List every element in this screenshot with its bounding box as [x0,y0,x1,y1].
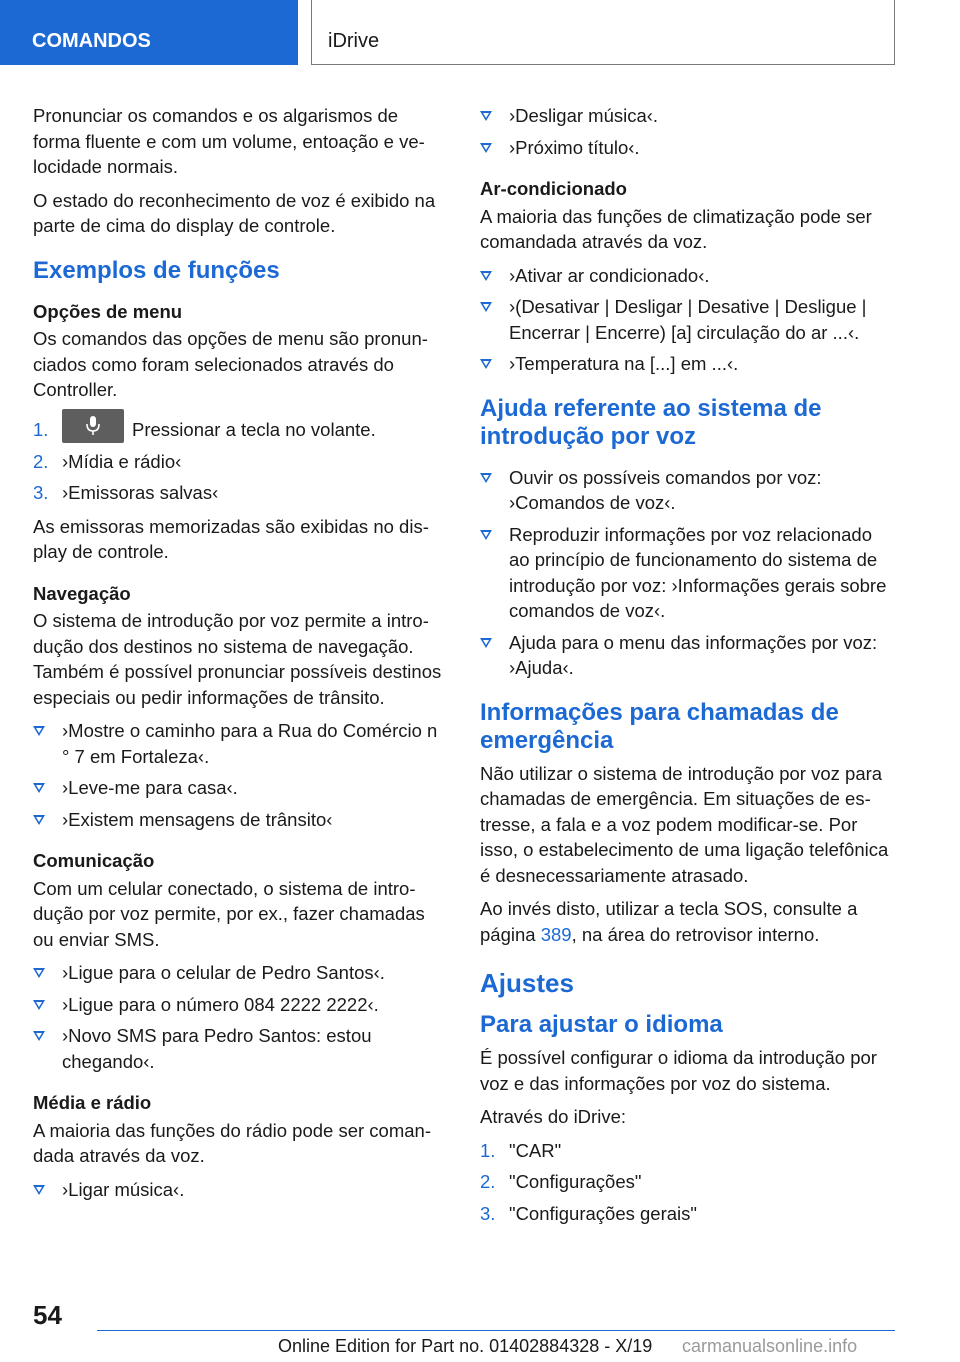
item-text: ›(Desativar | Desligar | Desative | Desligue | Encerrar | Encerre) [a] circulação do ar ...‹. [509,296,867,343]
paragraph: O sistema de introdução por voz permite a introdução dos destinos no sistema de navegação. Também é possível pronunciar possíveis destinos especiais ou pedir informações de trânsito. [33,610,442,708]
triangle-bullet-icon [480,143,492,153]
footer-divider [97,1330,895,1331]
paragraph: Pronunciar os comandos e os algarismos de forma fluente e com um volume, entoação e velocidade normais. [33,105,425,177]
paragraph: Através do iDrive: [480,1106,626,1127]
subheading-menu: Opções de menu [33,300,183,322]
triangle-bullet-icon [33,815,45,825]
list-item [33,417,448,443]
step-text: "Configurações gerais" [509,1202,697,1224]
triangle-bullet-icon [480,271,492,281]
step-text: ›Emissoras salvas‹ [62,482,219,504]
list-item [33,775,448,801]
triangle-bullet-icon [33,968,45,978]
item-text: ›Mostre o caminho para a Rua do Comércio n ° 7 em Fortaleza‹. [62,720,438,767]
triangle-bullet-icon [480,638,492,648]
list-item [33,807,448,833]
chapter-title: iDrive [311,0,895,65]
step-number: 2. [33,450,49,472]
paragraph-sos [480,896,896,947]
triangle-bullet-icon [33,783,45,793]
list-item [33,992,448,1018]
item-text: ›Novo SMS para Pedro Santos: estou chegando‹. [62,1025,372,1072]
sos-text: , na área do retrovisor interno. [571,923,820,945]
step-text: "CAR" [509,1139,562,1161]
triangle-bullet-icon [480,111,492,121]
item-text: ›Próximo título‹. [509,136,640,158]
triangle-bullet-icon [480,530,492,540]
list-item [33,449,448,475]
step-list [33,417,448,506]
step-number: 3. [33,482,49,504]
list-item [480,630,896,681]
heading-examples: Exemplos de funções [33,256,280,284]
item-text: ›Desligar música‹. [509,105,659,126]
bullet-list [480,103,896,160]
list-item [480,351,896,377]
heading-help: Ajuda referente ao sistema de introdução por voz [480,394,822,450]
list-item [480,1138,896,1164]
list-item [480,263,896,289]
list-item [480,1201,896,1227]
page-number: 54 [33,1300,62,1330]
triangle-bullet-icon [33,726,45,736]
step-text: ›Mídia e rádio‹ [62,450,182,472]
list-item [33,1177,448,1203]
paragraph: A maioria das funções de climatização pode ser comandada através da voz. [480,205,872,252]
bullet-list [33,960,448,1074]
heading-settings: Ajustes [480,968,574,998]
bullet-list [33,718,448,832]
paragraph: A maioria das funções do rádio pode ser comandada através da voz. [33,1119,431,1167]
list-item [33,960,448,986]
page-reference-link[interactable]: 389 [540,923,572,945]
item-text: ›Ativar ar condicionado‹. [509,264,710,286]
subheading-communication: Comunicação [33,850,155,872]
paragraph: O estado do reconhecimento de voz é exibido na parte de cima do display de controle. [33,189,436,236]
triangle-bullet-icon [33,1185,45,1195]
step-text: "Configurações" [509,1171,642,1192]
step-number: 2. [480,1171,496,1192]
paragraph: Não utilizar o sistema de introdução por voz para chamadas de emergência. Em situações de estresse, a fala e a voz podem modificar-se. Por isso, o estabelecimento de uma ligação telefônica é desnecessariamente atrasado. [480,762,889,886]
list-item [480,103,896,129]
left-column [33,103,448,1210]
item-text: ›Ligar música‹. [62,1178,185,1200]
step-number: 3. [480,1202,496,1224]
heading-language: Para ajustar o idioma [480,1011,723,1038]
triangle-bullet-icon [33,1031,45,1041]
list-item [480,135,896,161]
paragraph: As emissoras memorizadas são exibidas no display de controle. [33,515,429,563]
item-text: ›Existem mensagens de trânsito‹ [62,808,333,830]
item-text: Ajuda para o menu das informações por voz: ›Ajuda‹. [509,631,878,678]
step-number: 1. [33,418,49,440]
item-text: ›Ligue para o número 084 2222 2222‹. [62,993,379,1015]
step-number: 1. [480,1139,496,1161]
triangle-bullet-icon [480,302,492,312]
step-list [480,1138,896,1227]
list-item [33,1023,448,1074]
right-column [480,103,896,1234]
list-item [480,465,896,516]
sos-text: Ao invés disto, utilizar a tecla SOS, consulte a página [480,898,858,945]
edition-text: Online Edition for Part no. 01402884328 - X/19 [278,1336,653,1356]
step-text: Pressionar a tecla no volante. [132,418,376,440]
triangle-bullet-icon [480,359,492,369]
watermark: carmanualsonline.info [682,1336,858,1356]
subheading-air-conditioning: Ar-condicionado [480,178,627,199]
subheading-navigation: Navegação [33,582,131,604]
item-text: Reproduzir informações por voz relacionado ao princípio de funcionamento do sistema de introdução por voz: ›Informações gerais sobre comandos de voz‹. [509,523,887,621]
list-item [33,718,448,769]
list-item [33,480,448,506]
section-tab: COMANDOS [0,0,298,65]
item-text: ›Temperatura na [...] em ...‹. [509,353,739,374]
item-text: ›Leve-me para casa‹. [62,777,238,799]
list-item [480,522,896,624]
triangle-bullet-icon [480,473,492,483]
bullet-list [33,1177,448,1203]
paragraph: Os comandos das opções de menu são pronunciados como foram selecionados através do Controller. [33,328,428,400]
subheading-media: Média e rádio [33,1092,152,1114]
list-item [480,294,896,345]
triangle-bullet-icon [33,1000,45,1010]
paragraph: Com um celular conectado, o sistema de introdução por voz permite, por ex., fazer chamadas ou enviar SMS. [33,877,425,950]
item-text: Ouvir os possíveis comandos por voz: ›Comandos de voz‹. [509,466,822,513]
bullet-list [480,465,896,681]
paragraph: É possível configurar o idioma da introdução por voz e das informações por voz do sistema. [480,1047,877,1094]
heading-emergency: Informações para chamadas de emergência [480,698,839,754]
item-text: ›Ligue para o celular de Pedro Santos‹. [62,962,385,984]
microphone-key-icon [62,409,124,443]
bullet-list [480,263,896,377]
list-item [480,1169,896,1195]
